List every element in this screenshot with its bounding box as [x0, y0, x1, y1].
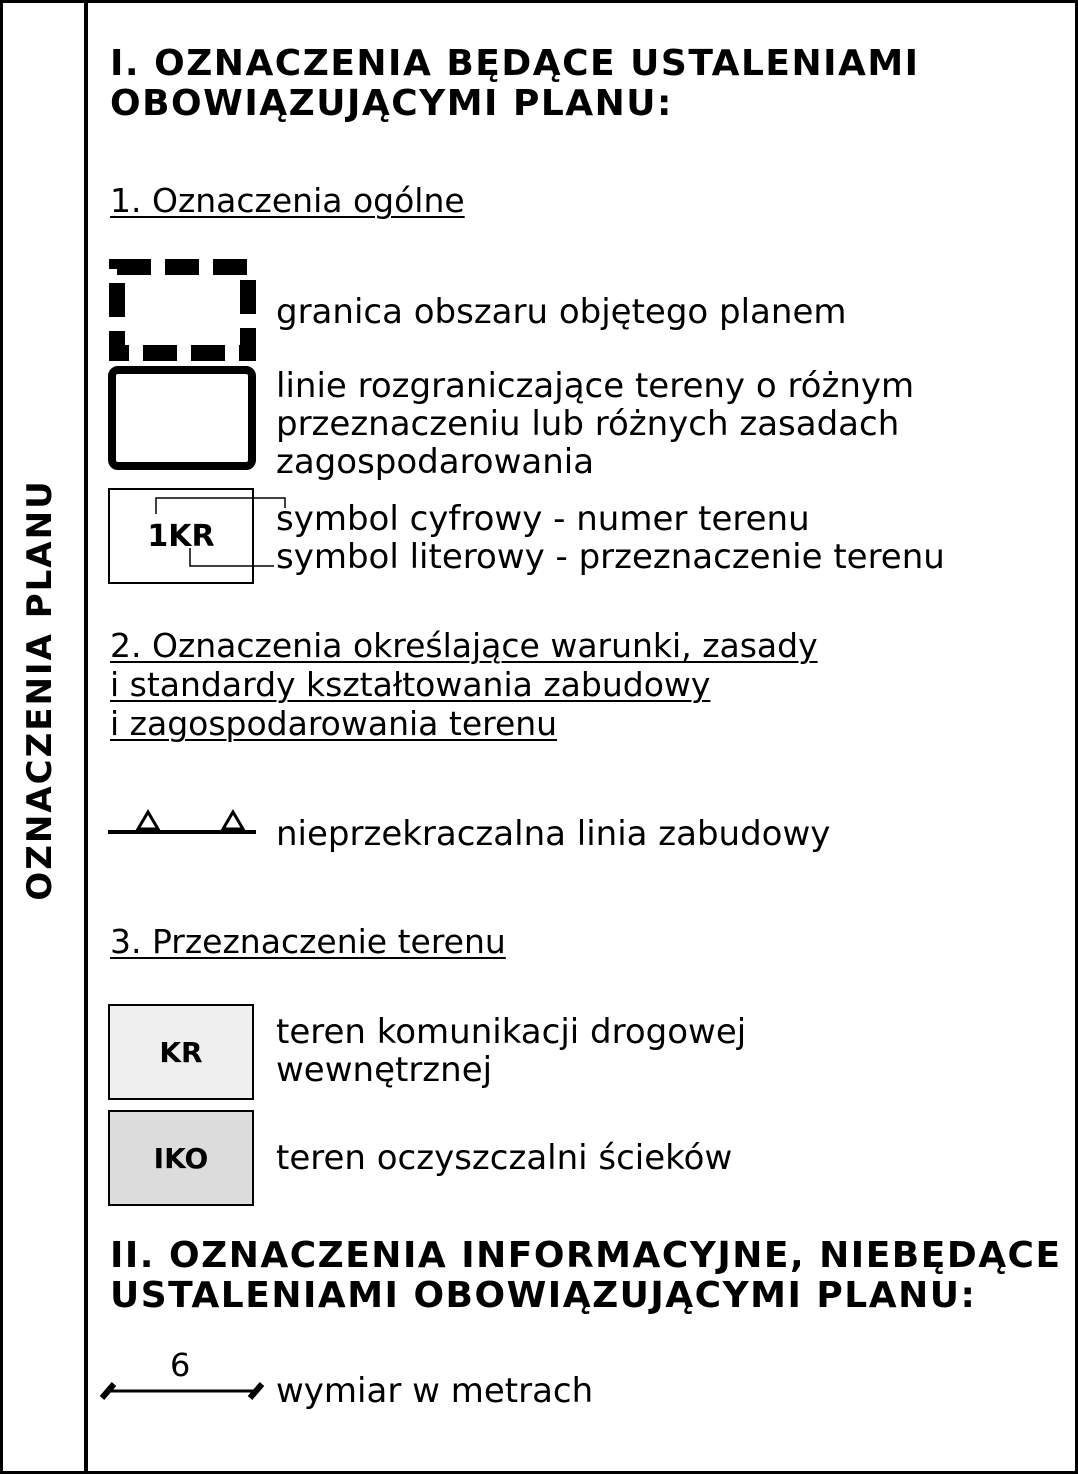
subsection2-title-line3: i zagospodarowania terenu: [110, 704, 558, 743]
kr-swatch: [108, 1004, 254, 1100]
item-demarcation-line2: przeznaczeniu lub różnych zasadach: [276, 404, 900, 444]
item-boundary-label: granica obszaru objętego planem: [276, 292, 847, 332]
subsection2-title-line1: 2. Oznaczenia określające warunki, zasady: [110, 626, 818, 665]
section1-heading-line1: I. OZNACZENIA BĘDĄCE USTALENIAMI: [110, 43, 920, 84]
item-dimension-label: wymiar w metrach: [276, 1371, 594, 1411]
item-iko-label: teren oczyszczalni ścieków: [276, 1138, 733, 1178]
item-building-line-label: nieprzekraczalna linia zabudowy: [276, 814, 831, 854]
side-title: OZNACZENIA PLANU: [20, 479, 60, 901]
thick-dashed-border-icon: [108, 258, 258, 362]
subsection3-title: 3. Przeznaczenie terenu: [110, 922, 506, 961]
iko-code: IKO: [153, 1141, 209, 1175]
item-demarcation-line3: zagospodarowania: [276, 442, 595, 482]
dimension-value: 6: [170, 1346, 191, 1384]
subsection2-title-line2: i standardy kształtowania zabudowy: [110, 665, 711, 704]
side-panel: [0, 0, 88, 1474]
symbol-code: 1KR: [147, 518, 215, 554]
solid-border-icon: [108, 366, 258, 470]
item-demarcation-line1: linie rozgraniczające tereny o różnym: [276, 366, 915, 406]
building-line-icon: [108, 808, 258, 838]
item-kr-line2: wewnętrznej: [276, 1050, 493, 1090]
iko-swatch: [108, 1110, 254, 1206]
item-kr-line1: teren komunikacji drogowej: [276, 1012, 747, 1052]
symbol-leader-lines: [150, 488, 280, 578]
section2-heading-line2: USTALENIAMI OBOWIĄZUJĄCYMI PLANU:: [110, 1275, 977, 1316]
section2-heading-line1: II. OZNACZENIA INFORMACYJNE, NIEBĘDĄCE: [110, 1235, 1062, 1276]
subsection1-title: 1. Oznaczenia ogólne: [110, 181, 465, 220]
dimension-line-icon: [100, 1380, 265, 1404]
kr-code: KR: [159, 1035, 203, 1069]
item-symbol-line2: symbol literowy - przeznaczenie terenu: [276, 537, 945, 577]
item-symbol-line1: symbol cyfrowy - numer terenu: [276, 499, 810, 539]
section1-heading-line2: OBOWIĄZUJĄCYMI PLANU:: [110, 83, 673, 124]
